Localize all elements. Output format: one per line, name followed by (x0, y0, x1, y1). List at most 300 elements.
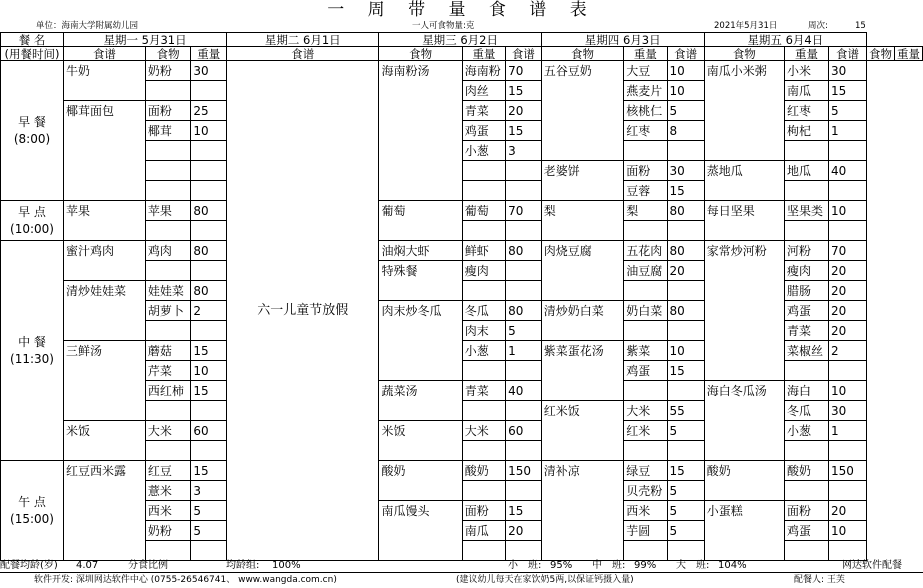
weight: 5 (506, 321, 542, 341)
ingredient: 肉末 (462, 321, 505, 341)
ingredient: 大豆 (624, 61, 667, 81)
weight (191, 441, 227, 461)
dish-name (64, 441, 146, 461)
weight (506, 281, 542, 301)
ingredient: 红米 (624, 421, 667, 441)
dish-name: 五谷豆奶 (541, 61, 624, 81)
weight (191, 321, 227, 341)
ingredient (462, 221, 505, 241)
page-title: 一 周 带 量 食 谱 表 (327, 0, 596, 20)
weight: 15 (506, 121, 542, 141)
weight: 80 (667, 301, 704, 321)
ingredient: 酸奶 (784, 461, 828, 481)
weight: 5 (667, 101, 704, 121)
ingredient (624, 281, 667, 301)
dish-name (704, 101, 784, 121)
weight: 5 (667, 481, 704, 501)
column-subheader: 重量 (191, 47, 227, 61)
ingredient: 鸡蛋 (784, 301, 828, 321)
weight (506, 161, 542, 181)
dish-name (541, 521, 624, 541)
dish-name (64, 481, 146, 501)
dish-name (64, 161, 146, 181)
dish-name (379, 521, 462, 541)
ingredient: 大米 (145, 421, 191, 441)
age-group-value: 100% (272, 560, 301, 571)
dish-name (704, 81, 784, 101)
ingredient: 面粉 (145, 101, 191, 121)
dish-name (64, 141, 146, 161)
column-subheader: 食物 (145, 47, 191, 61)
meal-time: (8:00) (13, 131, 51, 146)
weight: 8 (667, 121, 704, 141)
ingredient: 河粉 (784, 241, 828, 261)
weight (506, 401, 542, 421)
dish-name: 蔬菜汤 (379, 381, 462, 401)
dish-name (704, 141, 784, 161)
ingredient: 面粉 (624, 161, 667, 181)
day-header: 星期四 6月3日 (541, 33, 704, 47)
ingredient (624, 221, 667, 241)
ingredient (145, 141, 191, 161)
weight: 10 (828, 201, 866, 221)
ingredient (145, 81, 191, 101)
ingredient (462, 401, 505, 421)
ingredient: 南瓜 (462, 521, 505, 541)
ingredient: 鸡蛋 (784, 521, 828, 541)
ingredient: 娃娃菜 (145, 281, 191, 301)
dish-name (379, 281, 462, 301)
dish-name (541, 421, 624, 441)
weight (191, 261, 227, 281)
dish-name: 小蛋糕 (704, 501, 784, 521)
dish-name (541, 221, 624, 241)
weight: 15 (667, 361, 704, 381)
dish-name: 米饭 (64, 421, 146, 441)
ingredient: 紫菜 (624, 341, 667, 361)
weight: 15 (191, 341, 227, 361)
dish-name (704, 481, 784, 501)
dish-name: 清炒娃娃菜 (64, 281, 146, 301)
column-subheader: 食物 (379, 47, 462, 61)
dish-name (704, 441, 784, 461)
day-header: 星期三 6月2日 (379, 33, 541, 47)
weight (506, 441, 542, 461)
ingredient: 小米 (784, 61, 828, 81)
weight (828, 361, 866, 381)
ingredient (784, 181, 828, 201)
weight (506, 361, 542, 381)
ingredient: 葡萄 (462, 201, 505, 221)
day-header: 星期五 6月4日 (704, 33, 866, 47)
column-subheader: 食谱 (506, 47, 542, 61)
weight (667, 321, 704, 341)
weight: 10 (667, 61, 704, 81)
weight: 40 (828, 161, 866, 181)
weight: 80 (506, 301, 542, 321)
weight: 80 (191, 201, 227, 221)
dish-name (64, 321, 146, 341)
dish-name (379, 121, 462, 141)
weight: 150 (828, 461, 866, 481)
dish-name (704, 361, 784, 381)
dish-name (704, 221, 784, 241)
weight (828, 221, 866, 241)
dish-name: 牛奶 (64, 61, 146, 81)
dish-name: 红豆西米露 (64, 461, 146, 481)
dish-name: 椰茸面包 (64, 101, 146, 121)
weight: 30 (828, 401, 866, 421)
ingredient: 鸡蛋 (624, 361, 667, 381)
dish-name (704, 541, 784, 561)
ingredient (784, 541, 828, 561)
ingredient (624, 141, 667, 161)
dish-name (704, 321, 784, 341)
ingredient: 红豆 (145, 461, 191, 481)
ingredient (145, 441, 191, 461)
dish-name: 清补凉 (541, 461, 624, 481)
dish-name (541, 181, 624, 201)
ingredient (624, 441, 667, 461)
dish-name (704, 261, 784, 281)
ingredient: 面粉 (462, 501, 505, 521)
weight: 15 (506, 501, 542, 521)
day-header: 星期二 6月1日 (227, 33, 379, 47)
ingredient: 青菜 (784, 321, 828, 341)
dish-name: 葡萄 (379, 201, 462, 221)
ingredient: 小葱 (784, 421, 828, 441)
weight: 1 (506, 341, 542, 361)
weight (667, 221, 704, 241)
weight: 25 (191, 101, 227, 121)
dish-name (379, 161, 462, 181)
dish-name (541, 481, 624, 501)
dish-name (704, 521, 784, 541)
ingredient: 椰茸 (145, 121, 191, 141)
weight: 30 (667, 161, 704, 181)
dish-name (379, 441, 462, 461)
dish-name (704, 121, 784, 141)
ingredient: 鸡蛋 (462, 121, 505, 141)
dish-name (64, 521, 146, 541)
column-subheader: 食物 (704, 47, 784, 61)
dish-name: 油焖大虾 (379, 241, 462, 261)
weight: 2 (191, 301, 227, 321)
dish-name (64, 501, 146, 521)
weight: 60 (506, 421, 542, 441)
weight: 15 (191, 461, 227, 481)
weight (828, 141, 866, 161)
weight: 10 (667, 81, 704, 101)
ingredient (624, 381, 667, 401)
column-subheader: 重量 (624, 47, 667, 61)
weight (506, 181, 542, 201)
dish-name: 老婆饼 (541, 161, 624, 181)
weight: 15 (506, 81, 542, 101)
meal-name-header: 餐 名 (1, 33, 64, 47)
weight (506, 261, 542, 281)
dish-name: 家常炒河粉 (704, 241, 784, 261)
weight (191, 81, 227, 101)
weight (506, 481, 542, 501)
dish-name: 海白冬瓜汤 (704, 381, 784, 401)
meal-label (1, 461, 64, 561)
column-subheader: 食物 (867, 47, 895, 61)
dish-name (64, 221, 146, 241)
ingredient: 南瓜 (784, 81, 828, 101)
weight (828, 541, 866, 561)
dish-name (541, 381, 624, 401)
ingredient (145, 181, 191, 201)
weight (191, 221, 227, 241)
weight (828, 481, 866, 501)
ingredient: 胡萝卜 (145, 301, 191, 321)
dish-name (64, 121, 146, 141)
age-group-label: 均龄组: (226, 560, 260, 571)
dish-name (541, 441, 624, 461)
meal-time: (10:00) (10, 221, 54, 236)
dish-name (541, 141, 624, 161)
dish-name (64, 301, 146, 321)
dish-name (379, 341, 462, 361)
weight (667, 281, 704, 301)
meal-name: 午 点 (18, 494, 46, 509)
column-subheader: 重量 (895, 47, 923, 61)
dish-name: 紫菜蛋花汤 (541, 341, 624, 361)
ingredient: 红枣 (784, 101, 828, 121)
dish-name (541, 261, 624, 281)
weight: 5 (191, 521, 227, 541)
ingredient: 大米 (624, 401, 667, 421)
meal-name: 中 餐 (18, 334, 46, 349)
ingredient: 奶粉 (145, 61, 191, 81)
menu-date: 2021年5月31日 (714, 21, 778, 31)
weight: 30 (191, 61, 227, 81)
weight (667, 381, 704, 401)
ingredient: 大米 (462, 421, 505, 441)
ingredient: 青菜 (462, 381, 505, 401)
ingredient: 冬瓜 (784, 401, 828, 421)
ingredient: 瘦肉 (462, 261, 505, 281)
ingredient: 贝壳粉 (624, 481, 667, 501)
weight: 40 (506, 381, 542, 401)
weight: 20 (828, 281, 866, 301)
ingredient: 海南粉 (462, 61, 505, 81)
meal-name: 早 点 (18, 204, 46, 219)
ingredient: 梨 (624, 201, 667, 221)
weight: 5 (191, 501, 227, 521)
ingredient: 肉丝 (462, 81, 505, 101)
small-class-value: 95% (550, 560, 573, 571)
dish-name (64, 81, 146, 101)
weight: 80 (191, 241, 227, 261)
average-age-value: 4.07 (76, 560, 99, 571)
dish-name (541, 501, 624, 521)
column-subheader: 食物 (541, 47, 624, 61)
dish-name (541, 281, 624, 301)
weight (191, 401, 227, 421)
weight (191, 161, 227, 181)
dish-name (704, 281, 784, 301)
ingredient: 奶白菜 (624, 301, 667, 321)
footer (0, 573, 923, 587)
holiday-notice: 六一儿童节放假 (227, 61, 379, 561)
dish-name: 酸奶 (379, 461, 462, 481)
dish-name: 清炒奶白菜 (541, 301, 624, 321)
dish-name (64, 261, 146, 281)
dish-name (379, 101, 462, 121)
dish-name (379, 221, 462, 241)
weight: 1 (828, 121, 866, 141)
ingredient (462, 541, 505, 561)
weight: 20 (506, 101, 542, 121)
ingredient (145, 321, 191, 341)
weight: 20 (506, 521, 542, 541)
dish-name: 蜜汁鸡肉 (64, 241, 146, 261)
weight: 20 (828, 301, 866, 321)
ingredient: 豆蓉 (624, 181, 667, 201)
dish-name: 每日坚果 (704, 201, 784, 221)
column-subheader: 重量 (462, 47, 505, 61)
ingredient: 地瓜 (784, 161, 828, 181)
ingredient (784, 141, 828, 161)
dish-name: 肉末炒冬瓜 (379, 301, 462, 321)
weight (191, 141, 227, 161)
ingredient (624, 321, 667, 341)
weight: 15 (667, 461, 704, 481)
ingredient (462, 161, 505, 181)
ingredient: 鲜虾 (462, 241, 505, 261)
dish-name: 米饭 (379, 421, 462, 441)
dish-name (541, 101, 624, 121)
dish-name (704, 341, 784, 361)
column-subheader: 食谱 (64, 47, 146, 61)
weight: 70 (828, 241, 866, 261)
weight: 15 (191, 381, 227, 401)
ingredient (784, 481, 828, 501)
column-subheader: 食谱 (667, 47, 704, 61)
meal-label (1, 61, 64, 201)
weight (506, 541, 542, 561)
weight (667, 541, 704, 561)
ingredient: 西红柿 (145, 381, 191, 401)
column-subheader: 食谱 (227, 47, 379, 61)
preparer: 配餐人: 王芙 (794, 575, 845, 585)
ingredient: 酸奶 (462, 461, 505, 481)
weight (667, 141, 704, 161)
ingredient: 腊肠 (784, 281, 828, 301)
dish-name: 苹果 (64, 201, 146, 221)
dish-name (379, 321, 462, 341)
dish-name: 梨 (541, 201, 624, 221)
day-header: 星期一 5月31日 (64, 33, 227, 47)
weight: 80 (667, 201, 704, 221)
ingredient: 海白 (784, 381, 828, 401)
ingredient: 枸杞 (784, 121, 828, 141)
middle-class-label: 中 班: (592, 560, 626, 571)
weight: 10 (191, 361, 227, 381)
ingredient (145, 161, 191, 181)
dish-name (704, 421, 784, 441)
ingredient: 鸡肉 (145, 241, 191, 261)
weight: 30 (828, 61, 866, 81)
ingredient: 坚果类 (784, 201, 828, 221)
ingredient: 核桃仁 (624, 101, 667, 121)
weight (828, 181, 866, 201)
dish-name (704, 401, 784, 421)
weight: 3 (506, 141, 542, 161)
meal-label (1, 241, 64, 461)
dish-name: 南瓜馒头 (379, 501, 462, 521)
ingredient (145, 221, 191, 241)
weight: 3 (191, 481, 227, 501)
dish-name (64, 381, 146, 401)
ingredient: 冬瓜 (462, 301, 505, 321)
weight: 55 (667, 401, 704, 421)
weight: 1 (828, 421, 866, 441)
dish-name (64, 401, 146, 421)
weight: 5 (828, 101, 866, 121)
dish-name (64, 361, 146, 381)
ingredient (462, 481, 505, 501)
per-person-note: 一人可食物量:克 (412, 21, 475, 31)
weight (191, 541, 227, 561)
weight: 10 (828, 521, 866, 541)
dish-name (541, 361, 624, 381)
week-label: 周次: (808, 21, 828, 31)
weight: 10 (191, 121, 227, 141)
weight: 10 (828, 381, 866, 401)
meal-time: (11:30) (10, 351, 54, 366)
weight: 150 (506, 461, 542, 481)
dish-name (379, 181, 462, 201)
ingredient (145, 401, 191, 421)
ingredient (624, 541, 667, 561)
dish-name (379, 481, 462, 501)
ingredient: 红枣 (624, 121, 667, 141)
ingredient (462, 361, 505, 381)
weight: 20 (667, 261, 704, 281)
weight: 60 (191, 421, 227, 441)
weight: 20 (828, 501, 866, 521)
ingredient: 青菜 (462, 101, 505, 121)
ingredient (145, 261, 191, 281)
weight: 15 (667, 181, 704, 201)
ingredient: 菜椒丝 (784, 341, 828, 361)
dish-name (379, 541, 462, 561)
meal-name: 早 餐 (18, 114, 46, 129)
ingredient: 西米 (624, 501, 667, 521)
ingredient (784, 441, 828, 461)
small-class-label: 小 班: (508, 560, 542, 571)
weight: 15 (828, 81, 866, 101)
weight (828, 441, 866, 461)
weight: 20 (828, 321, 866, 341)
weight (506, 221, 542, 241)
week-number: 15 (855, 21, 866, 31)
weight: 70 (506, 61, 542, 81)
meal-label (1, 201, 64, 241)
weight: 80 (506, 241, 542, 261)
average-age-label: 配餐均龄(岁) (0, 560, 58, 571)
unit-name: 单位：海南大学附属幼儿园 (36, 21, 139, 31)
ingredient (784, 361, 828, 381)
dish-name (541, 541, 624, 561)
dish-name: 海南粉汤 (379, 61, 462, 81)
menu-table (0, 32, 923, 561)
dish-name (379, 401, 462, 421)
ingredient (145, 541, 191, 561)
